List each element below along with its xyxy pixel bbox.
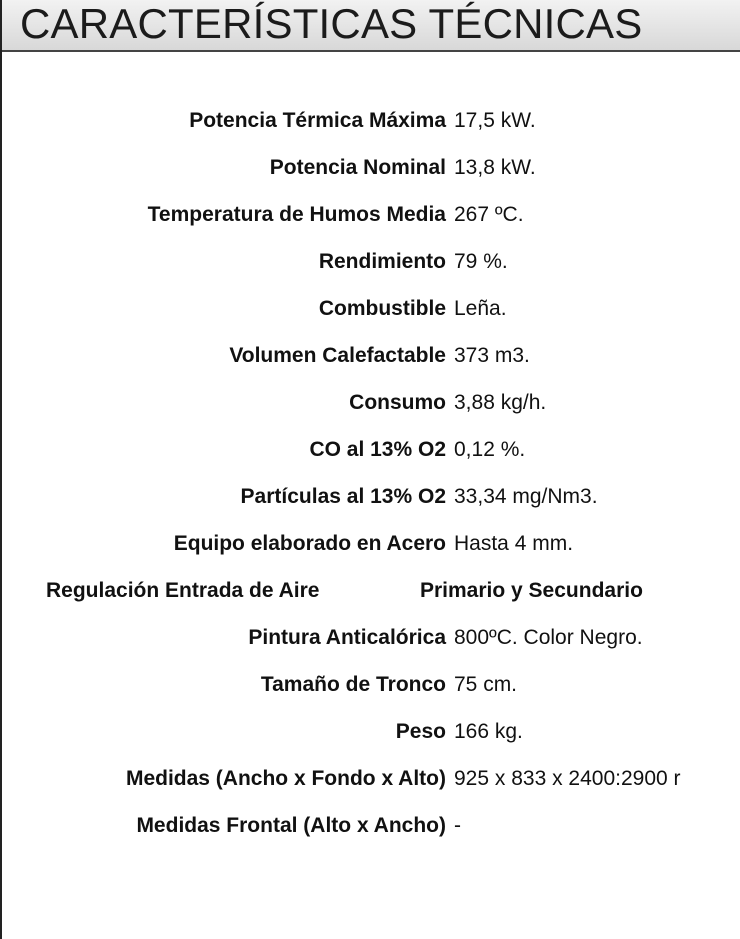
spec-row-particulas bbox=[2, 482, 740, 529]
spec-value: 17,5 kW. bbox=[454, 109, 536, 132]
specs-table bbox=[2, 106, 740, 858]
spec-row-co bbox=[2, 435, 740, 482]
spec-row-temperatura-humos bbox=[2, 200, 740, 247]
spec-value: 33,34 mg/Nm3. bbox=[454, 485, 598, 508]
spec-row-potencia-nominal bbox=[2, 153, 740, 200]
spec-row-regulacion-aire bbox=[2, 576, 740, 623]
spec-row-potencia-termica-maxima bbox=[2, 106, 740, 153]
spec-label: Volumen Calefactable bbox=[229, 344, 446, 367]
spec-label: Potencia Nominal bbox=[269, 156, 446, 179]
spec-label: Rendimiento bbox=[318, 250, 446, 273]
spec-row-volumen-calefactable bbox=[2, 341, 740, 388]
spec-row-consumo bbox=[2, 388, 740, 435]
spec-label: Medidas Frontal (Alto x Ancho) bbox=[136, 814, 446, 837]
spec-label: Tamaño de Tronco bbox=[260, 673, 446, 696]
spec-value: Hasta 4 mm. bbox=[454, 532, 574, 555]
spec-value: 925 x 833 x 2400:2900 r bbox=[454, 767, 681, 790]
spec-label: Combustible bbox=[318, 297, 446, 320]
spec-value: Leña. bbox=[454, 297, 507, 320]
spec-label: Medidas (Ancho x Fondo x Alto) bbox=[125, 767, 446, 790]
spec-row-medidas bbox=[2, 764, 740, 811]
spec-value: 3,88 kg/h. bbox=[454, 391, 547, 414]
page-title: CARACTERÍSTICAS TÉCNICAS bbox=[20, 0, 643, 47]
spec-label: Consumo bbox=[349, 391, 446, 414]
spec-label: Potencia Térmica Máxima bbox=[189, 109, 446, 132]
spec-value: 166 kg. bbox=[454, 720, 523, 743]
spec-row-peso bbox=[2, 717, 740, 764]
spec-row-pintura bbox=[2, 623, 740, 670]
spec-label: Equipo elaborado en Acero bbox=[173, 532, 446, 555]
spec-value: 79 %. bbox=[454, 250, 508, 273]
spec-row-tamano-tronco bbox=[2, 670, 740, 717]
spec-label: Temperatura de Humos Media bbox=[147, 203, 446, 226]
spec-value: 373 m3. bbox=[454, 344, 530, 367]
title-banner bbox=[2, 0, 740, 52]
spec-value: 800ºC. Color Negro. bbox=[454, 626, 643, 649]
spec-label: Peso bbox=[395, 720, 446, 743]
spec-label: CO al 13% O2 bbox=[309, 438, 446, 461]
spec-row-combustible bbox=[2, 294, 740, 341]
spec-value: Primario y Secundario bbox=[420, 579, 643, 602]
spec-label: Pintura Anticalórica bbox=[248, 626, 446, 649]
spec-row-medidas-frontal bbox=[2, 811, 740, 858]
spec-value: 267 ºC. bbox=[454, 203, 524, 226]
spec-row-equipo-acero bbox=[2, 529, 740, 576]
spec-value: 13,8 kW. bbox=[454, 156, 536, 179]
spec-row-rendimiento bbox=[2, 247, 740, 294]
spec-label: Regulación Entrada de Aire bbox=[46, 579, 320, 602]
spec-value: 0,12 %. bbox=[454, 438, 526, 461]
spec-value: 75 cm. bbox=[454, 673, 518, 696]
spec-value: - bbox=[454, 814, 461, 837]
spec-label: Partículas al 13% O2 bbox=[240, 485, 446, 508]
